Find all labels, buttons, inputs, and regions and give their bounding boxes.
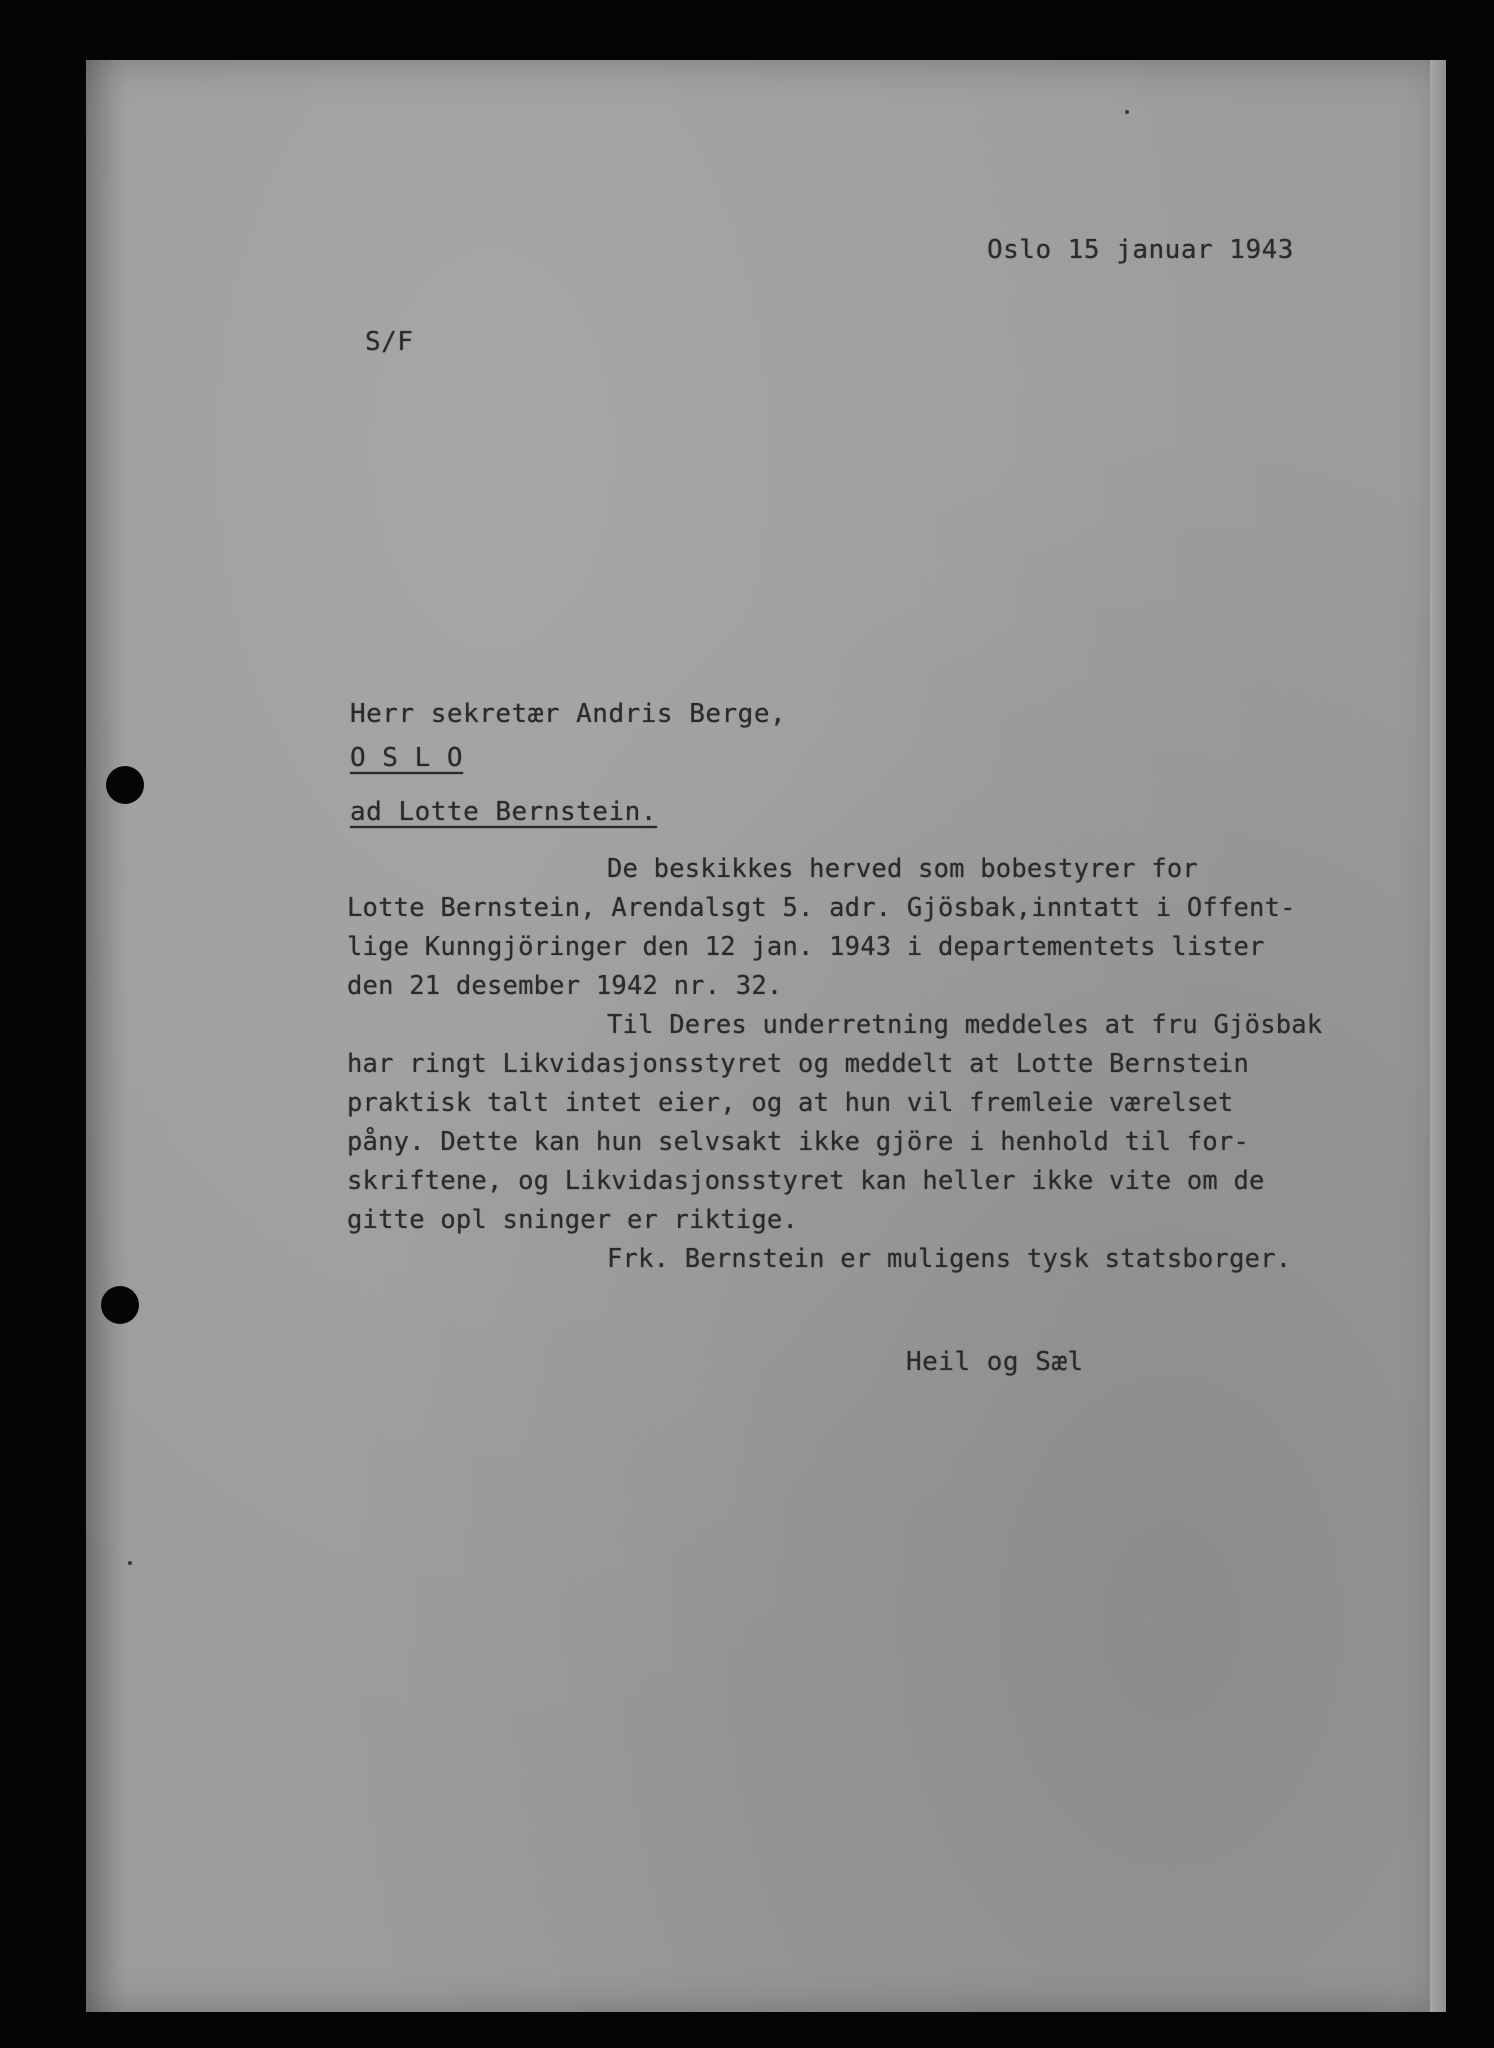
punch-hole-top (106, 766, 144, 804)
paper-edge (1430, 60, 1446, 2012)
punch-hole-bottom (101, 1286, 139, 1324)
paper-speck (1125, 110, 1129, 114)
recipient-name: Herr sekretær Andris Berge, (350, 699, 787, 729)
body-line: praktisk talt intet eier, og at hun vil fremleie værelset (347, 1088, 1234, 1118)
letter-closing: Heil og Sæl (906, 1347, 1084, 1377)
reference-code: S/F (365, 327, 414, 357)
body-line: gitte opl sninger er riktige. (347, 1205, 799, 1235)
body-line: Til Deres underretning meddeles at fru Gjösbak (607, 1010, 1323, 1040)
body-line: påny. Dette kan hun selvsakt ikke gjöre i henhold til for- (347, 1127, 1250, 1157)
letter-date: Oslo 15 januar 1943 (987, 235, 1294, 265)
recipient-city: O S L O (350, 743, 464, 773)
letter-subject: ad Lotte Bernstein. (350, 797, 657, 827)
body-line: den 21 desember 1942 nr. 32. (347, 971, 783, 1001)
body-line: lige Kunngjöringer den 12 jan. 1943 i departementets lister (347, 932, 1265, 962)
body-line: har ringt Likvidasjonsstyret og meddelt at Lotte Bernstein (347, 1049, 1250, 1079)
paper-speck (128, 1561, 132, 1565)
body-line: skriftene, og Likvidasjonsstyret kan heller ikke vite om de (347, 1166, 1265, 1196)
body-line: Lotte Bernstein, Arendalsgt 5. adr. Gjösbak,inntatt i Offent- (347, 893, 1296, 923)
body-line: Frk. Bernstein er muligens tysk statsborger. (607, 1244, 1292, 1274)
body-line: De beskikkes herved som bobestyrer for (607, 854, 1198, 884)
letter-body (347, 850, 1367, 1279)
